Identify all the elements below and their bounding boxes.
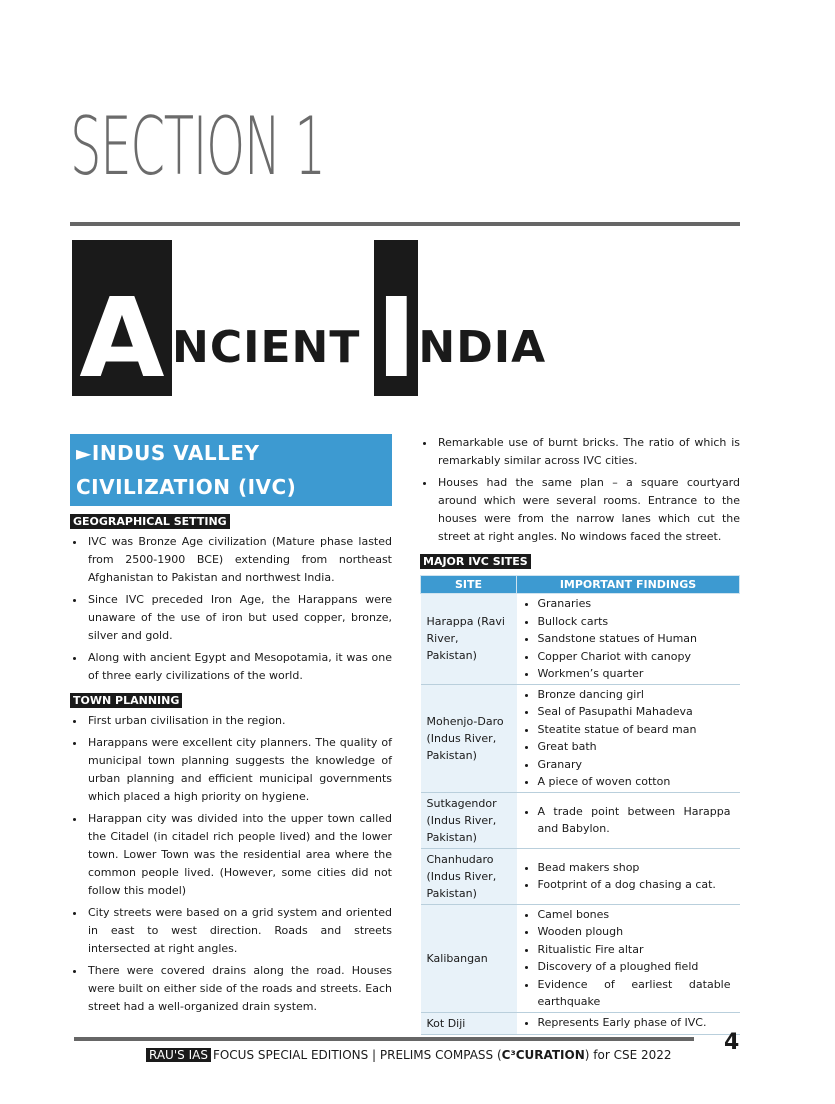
list-item: • Remarkable use of burnt bricks. The ratio of which is remarkably similar across IVC cities. xyxy=(436,434,740,470)
table-row xyxy=(421,792,740,848)
sites-heading: MAJOR IVC SITES xyxy=(420,554,531,569)
finding-item: • A piece of woven cotton xyxy=(538,773,739,791)
town-list xyxy=(70,712,392,1016)
table-row xyxy=(421,684,740,792)
col-header-findings: IMPORTANT FINDINGS xyxy=(517,576,740,594)
list-item: • First urban civilisation in the region. xyxy=(86,712,392,730)
left-column xyxy=(70,434,392,1020)
site-cell: Sutkagendor (Indus River, Pakistan) xyxy=(421,792,517,848)
finding-item: • Bullock carts xyxy=(538,613,739,631)
list-item: • Harappan city was divided into the upper town called the Citadel (in citadel rich people lived) and the lower town. Lower Town was the residential area where the common people lived. (However, some cities did not follow this model) xyxy=(86,810,392,900)
footer xyxy=(146,1048,672,1062)
list-item: • There were covered drains along the road. Houses were built on either side of the roads and streets. Each street had a well-organized drain system. xyxy=(86,962,392,1016)
section-label: SECTION 1 xyxy=(70,100,325,193)
col-header-site: SITE xyxy=(421,576,517,594)
finding-item: • Evidence of earliest datable earthquake xyxy=(538,976,739,1011)
list-item: • Houses had the same plan – a square courtyard around which were several rooms. Entrance to the houses were from the narrow lanes which cut the street at right angles. No windows faced the street. xyxy=(436,474,740,546)
list-item: • Along with ancient Egypt and Mesopotamia, it was one of three early civilizations of the world. xyxy=(86,649,392,685)
page-number: 4 xyxy=(724,1030,740,1055)
title-word-india: NDIA xyxy=(418,322,547,373)
footer-brand: RAU'S IAS xyxy=(146,1048,211,1062)
title-word-ancient: NCIENT xyxy=(172,322,361,373)
finding-item: • Represents Early phase of IVC. xyxy=(538,1014,739,1032)
findings-cell xyxy=(517,792,740,848)
list-item: • City streets were based on a grid system and oriented in east to west direction. Roads and streets intersected at right angles. xyxy=(86,904,392,958)
finding-item: • Bronze dancing girl xyxy=(538,686,739,704)
findings-cell xyxy=(517,904,740,1012)
finding-item: • Sandstone statues of Human xyxy=(538,630,739,648)
site-cell: Kalibangan xyxy=(421,904,517,1012)
title-initial-i: I xyxy=(374,240,418,396)
list-item: • IVC was Bronze Age civilization (Mature phase lasted from 2500-1900 BCE) extending from northeast Afghanistan to Pakistan and northwest India. xyxy=(86,533,392,587)
footer-text-1: FOCUS SPECIAL EDITIONS | PRELIMS COMPASS ( xyxy=(212,1048,502,1062)
findings-cell xyxy=(517,684,740,792)
list-item: • Since IVC preceded Iron Age, the Harappans were unaware of the use of iron but used copper, bronze, silver and gold. xyxy=(86,591,392,645)
right-column xyxy=(420,434,740,1035)
sites-table xyxy=(420,575,740,1035)
site-cell: Harappa (Ravi River, Pakistan) xyxy=(421,594,517,685)
bottom-divider xyxy=(74,1037,694,1041)
table-row xyxy=(421,904,740,1012)
list-item: • Harappans were excellent city planners. The quality of municipal town planning suggests the knowledge of urban planning and efficient municipal governments which placed a high priority on hygiene. xyxy=(86,734,392,806)
geo-list xyxy=(70,533,392,685)
finding-item: • Great bath xyxy=(538,738,739,756)
footer-bold: C³CURATION xyxy=(501,1048,585,1062)
finding-item: • Workmen’s quarter xyxy=(538,665,739,683)
table-row xyxy=(421,594,740,685)
site-cell: Mohenjo-Daro (Indus River, Pakistan) xyxy=(421,684,517,792)
finding-item: • Steatite statue of beard man xyxy=(538,721,739,739)
geo-heading: GEOGRAPHICAL SETTING xyxy=(70,514,230,529)
findings-cell xyxy=(517,1012,740,1034)
site-cell: Kot Diji xyxy=(421,1012,517,1034)
finding-item: • Wooden plough xyxy=(538,923,739,941)
finding-item: • Ritualistic Fire altar xyxy=(538,941,739,959)
findings-cell xyxy=(517,594,740,685)
ivc-banner: ►INDUS VALLEY CIVILIZATION (IVC) xyxy=(70,434,392,506)
footer-text-2: ) for CSE 2022 xyxy=(584,1048,672,1062)
title-initial-a: A xyxy=(72,240,172,396)
finding-item: • Discovery of a ploughed field xyxy=(538,958,739,976)
finding-item: • Bead makers shop xyxy=(538,859,739,877)
planning-list-cont xyxy=(420,434,740,546)
finding-item: • Granary xyxy=(538,756,739,774)
chapter-title xyxy=(72,240,547,402)
site-cell: Chanhudaro (Indus River, Pakistan) xyxy=(421,848,517,904)
findings-cell xyxy=(517,848,740,904)
table-row xyxy=(421,848,740,904)
finding-item: • Camel bones xyxy=(538,906,739,924)
town-heading: TOWN PLANNING xyxy=(70,693,182,708)
finding-item: • Granaries xyxy=(538,595,739,613)
finding-item: • Footprint of a dog chasing a cat. xyxy=(538,876,739,894)
table-row xyxy=(421,1012,740,1034)
top-divider xyxy=(70,222,740,226)
finding-item: • A trade point between Harappa and Babylon. xyxy=(538,803,739,838)
finding-item: • Copper Chariot with canopy xyxy=(538,648,739,666)
finding-item: • Seal of Pasupathi Mahadeva xyxy=(538,703,739,721)
